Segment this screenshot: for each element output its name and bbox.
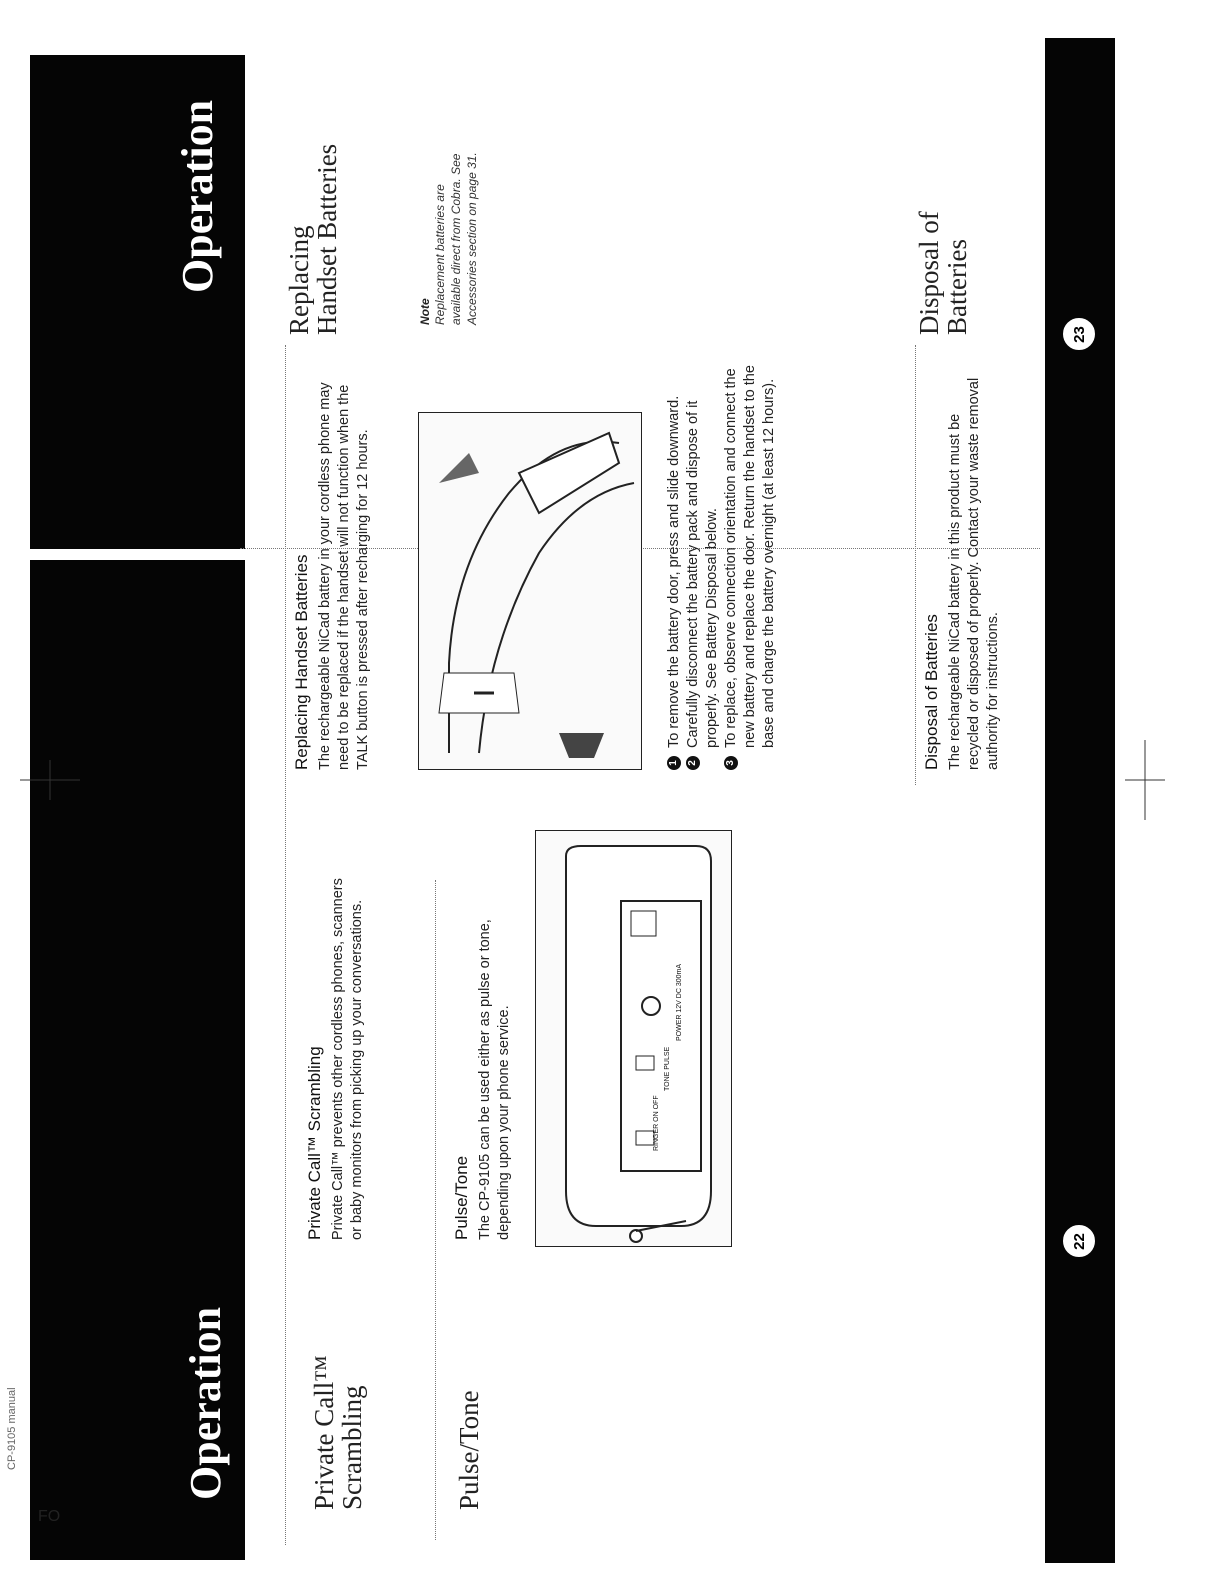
- step-2-number: 2: [686, 756, 700, 770]
- side-heading-private-call: Private Call™ Scrambling: [309, 1355, 367, 1510]
- tone-pulse-label: TONE PULSE: [664, 1046, 671, 1091]
- step-3-number: 3: [724, 756, 738, 770]
- disposal-section: [922, 360, 1003, 770]
- page-number-23: 23: [1063, 318, 1095, 350]
- registration-mark-left: [20, 740, 80, 820]
- note-heading: Note: [418, 298, 432, 325]
- note-box: [418, 145, 480, 325]
- step-3-text: To replace, observe connection orientation and connect the new battery and replace the door. Return the handset to the base and charge the battery overnight (at least 12 hours).: [723, 365, 777, 748]
- step-2: [684, 360, 722, 770]
- pulse-tone-body: The CP-9105 can be used either as pulse or tone, depending upon your phone service.: [477, 919, 512, 1240]
- handset-drawing: [419, 413, 641, 769]
- private-call-body: Private Call™ prevents other cordless phones, scanners or baby monitors from picking up your conversations.: [330, 878, 365, 1240]
- step-3: [722, 360, 779, 770]
- registration-mark-right: [1125, 740, 1165, 820]
- step-2-text: Carefully disconnect the battery pack and dispose of it properly. See Battery Disposal below.: [685, 400, 720, 748]
- divider-pulse: [435, 880, 436, 1540]
- private-call-heading: Private Call™ Scrambling: [305, 1046, 324, 1240]
- replacing-steps: [665, 360, 779, 770]
- private-call-section: [305, 870, 367, 1240]
- replacing-body: The rechargeable NiCad battery in your cordless phone may need to be replaced if the handset will not function when the TALK button is pressed after recharging for 12 hours.: [317, 382, 371, 770]
- side-heading-replacing: Replacing Handset Batteries: [284, 143, 342, 335]
- step-1: [665, 360, 684, 770]
- left-section-title: Operation: [181, 1306, 230, 1500]
- right-section-title: Operation: [173, 99, 222, 293]
- pulse-tone-heading: Pulse/Tone: [452, 1155, 471, 1240]
- step-1-number: 1: [667, 756, 681, 770]
- divider-disposal: [915, 345, 916, 785]
- page-footer-bar: [1045, 38, 1115, 1563]
- step-1-text: To remove the battery door, press and slide downward.: [666, 395, 682, 748]
- note-body: Replacement batteries are available direct from Cobra. See Accessories section on page 31.: [433, 152, 479, 325]
- side-heading-disposal: Disposal of Batteries: [914, 211, 972, 335]
- faint-header-text: CP-9105 manual: [6, 1387, 18, 1470]
- power-label: POWER 12V DC 300mA: [676, 963, 683, 1041]
- handset-illustration: [418, 412, 642, 770]
- disposal-body: The rechargeable NiCad battery in this product must be recycled or disposed of properly. Contact your waste removal authority for instructions.: [947, 377, 1001, 770]
- ringer-label: RINGER ON OFF: [653, 1095, 660, 1151]
- corner-text: FO: [38, 1508, 61, 1525]
- page-number-22: 22: [1063, 1225, 1095, 1257]
- base-unit-illustration: [535, 830, 732, 1247]
- divider-top: [285, 345, 286, 1545]
- pulse-tone-section: [452, 870, 514, 1240]
- base-unit-drawing: [536, 831, 731, 1246]
- disposal-heading: Disposal of Batteries: [922, 614, 941, 770]
- replacing-heading: Replacing Handset Batteries: [292, 554, 311, 770]
- side-heading-pulse-tone: Pulse/Tone: [454, 1390, 484, 1510]
- replacing-section: [292, 360, 373, 770]
